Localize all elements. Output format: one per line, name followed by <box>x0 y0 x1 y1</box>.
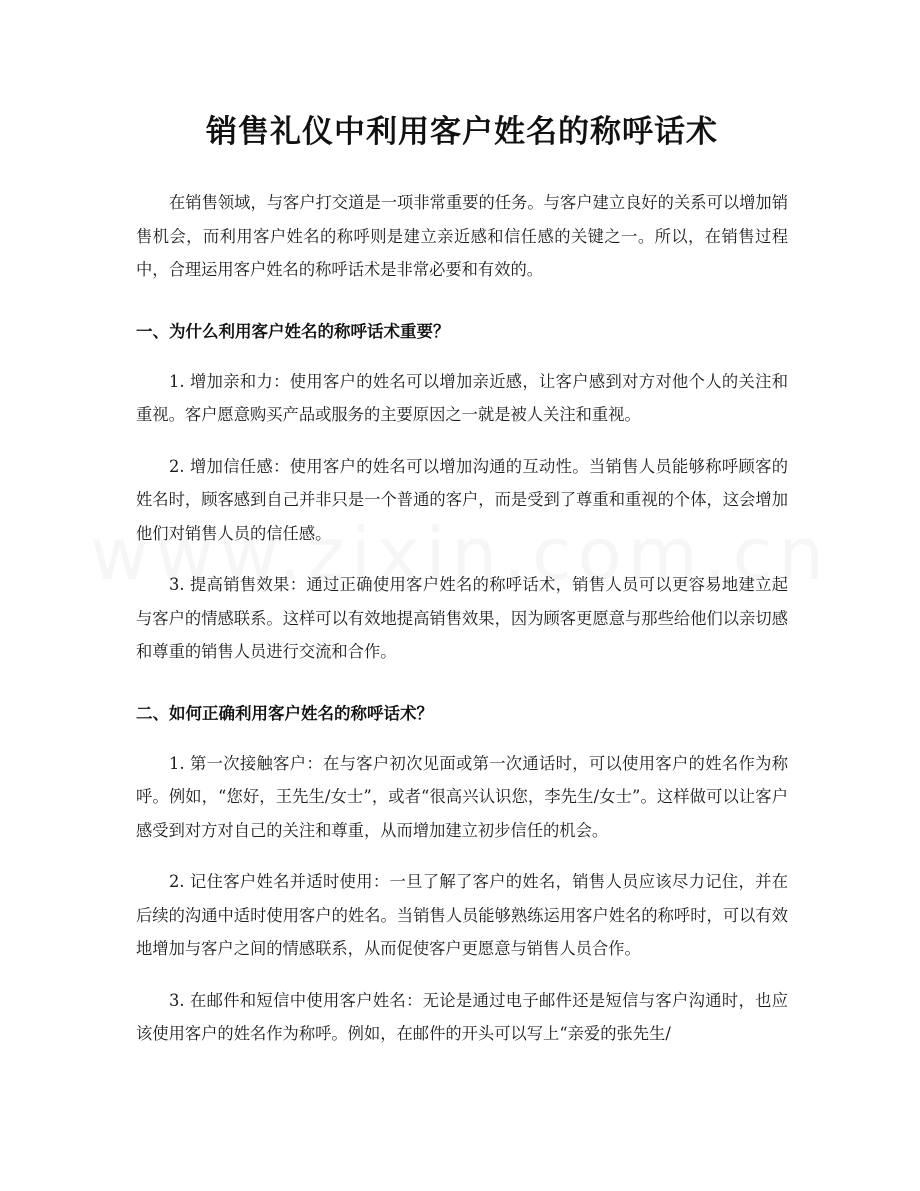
document-title: 销售礼仪中利用客户姓名的称呼话术 <box>206 114 718 150</box>
section-1-item-3: 3. 提高销售效果：通过正确使用客户姓名的称呼话术，销售人员可以更容易地建立起与客户的情感联系。这样可以有效地提高销售效果，因为顾客更愿意与那些给他们以亲切感和尊重的销售人员进行交流和合作。 <box>136 575 788 661</box>
intro-paragraph: 在销售领域，与客户打交道是一项非常重要的任务。与客户建立良好的关系可以增加销售机会，而利用客户姓名的称呼则是建立亲近感和信任感的关键之一。所以，在销售过程中，合理运用客户姓名的称呼话术是非常必要和有效的。 <box>136 193 788 279</box>
section-2-item-3: 3. 在邮件和短信中使用客户姓名：无论是通过电子邮件还是短信与客户沟通时，也应该使用客户的姓名作为称呼。例如，在邮件的开头可以写上“亲爱的张先生/ <box>136 990 788 1043</box>
section-2-heading: 二、如何正确利用客户姓名的称呼话术？ <box>136 703 433 723</box>
section-2-item-2: 2. 记住客户姓名并适时使用：一旦了解了客户的姓名，销售人员应该尽力记住，并在后续的沟通中适时使用客户的姓名。当销售人员能够熟练运用客户姓名的称呼时，可以有效地增加与客户之间的情感联系，从而促使客户更愿意与销售人员合作。 <box>136 872 788 958</box>
section-2-item-1: 1. 第一次接触客户：在与客户初次见面或第一次通话时，可以使用客户的姓名作为称呼。例如，“您好，王先生/女士”，或者“很高兴认识您，李先生/女士”。这样做可以让客户感受到对方对自己的关注和尊重，从而增加建立初步信任的机会。 <box>136 753 788 840</box>
section-1-item-2: 2. 增加信任感：使用客户的姓名可以增加沟通的互动性。当销售人员能够称呼顾客的姓名时，顾客感到自己并非只是一个普通的客户，而是受到了尊重和重视的个体，这会增加他们对销售人员的信任感。 <box>136 456 788 543</box>
section-1-item-1: 1. 增加亲和力：使用客户的姓名可以增加亲近感，让客户感到对方对他个人的关注和重视。客户愿意购买产品或服务的主要原因之一就是被人关注和重视。 <box>136 371 788 424</box>
section-1-heading: 一、为什么利用客户姓名的称呼话术重要？ <box>136 321 450 341</box>
